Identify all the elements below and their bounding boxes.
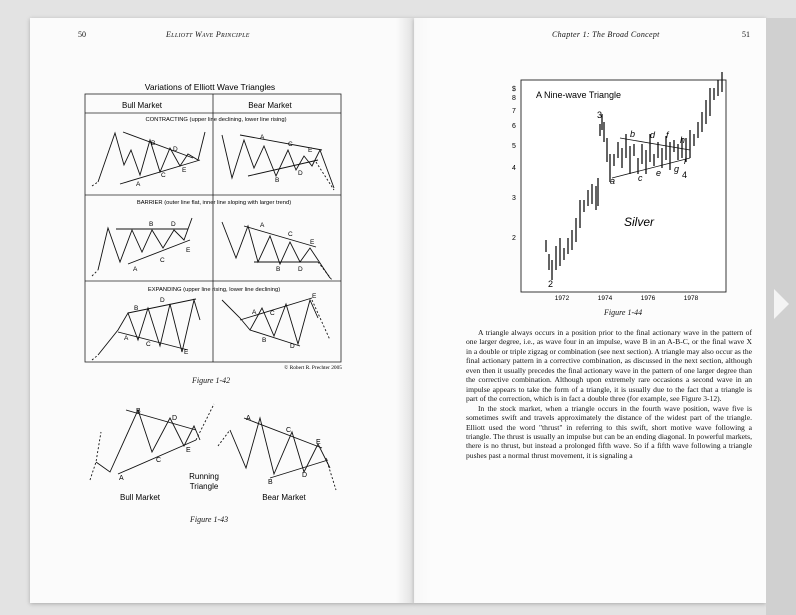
figure-1-43-bear-labels xyxy=(246,415,321,486)
label-e: E xyxy=(312,293,317,300)
x-tick-1978: 1978 xyxy=(683,295,699,302)
y-tick-8: 8 xyxy=(512,95,516,102)
y-tick-7: 7 xyxy=(512,108,516,115)
wave-b-label: b xyxy=(630,129,636,139)
label-c: C xyxy=(270,310,275,317)
label-d: D xyxy=(298,266,303,273)
wave-c-label: c xyxy=(638,173,643,183)
y-tick-5: 5 xyxy=(512,143,516,150)
label-a: A xyxy=(136,181,141,188)
wave-a-label: a xyxy=(610,176,616,186)
row-contracting-label: CONTRACTING (upper line declining, lower line rising) xyxy=(145,117,287,123)
label-c: C xyxy=(160,257,165,264)
figure-1-43-running-label: Running xyxy=(189,472,219,481)
label-e: E xyxy=(308,147,313,154)
label-c: C xyxy=(286,427,292,434)
label-a: A xyxy=(119,475,124,482)
wave-f-label: f xyxy=(666,130,669,140)
label-a: A xyxy=(133,266,138,273)
figure-1-43-bear-label: Bear Market xyxy=(262,493,306,502)
label-a: A xyxy=(246,415,251,422)
paragraph-2: In the stock market, when a triangle occurs in the fourth wave position, wave five is sometimes swift and travels approximately the distance of the widest part of the triangle. Elliott used the word "thrust" in referring to this swift, short motive wave following a triangle. The thrust is usually an impulse but can be an ending diagonal. In powerful markets, there is no thrust, but instead a prolonged fifth wave. So if a fifth wave following a triangle pushes past a normal thrust movement, it is signaling a xyxy=(466,403,752,460)
running-head-right: Chapter 1: The Broad Concept xyxy=(552,30,660,39)
y-tick-2: 2 xyxy=(512,235,516,242)
wave-4-label: 4 xyxy=(682,170,688,180)
label-c: C xyxy=(288,231,293,238)
label-a: A xyxy=(252,309,257,316)
x-axis-ticks xyxy=(555,295,699,302)
label-e: E xyxy=(184,349,189,356)
row-expanding-label: EXPANDING (upper line rising, lower line declining) xyxy=(147,287,281,293)
label-a: A xyxy=(124,335,129,342)
label-a: A xyxy=(260,222,265,229)
contracting-bear-labels xyxy=(260,134,313,184)
label-d: D xyxy=(290,343,295,350)
label-b: B xyxy=(262,337,267,344)
label-b: B xyxy=(275,177,280,184)
y-axis-ticks xyxy=(512,86,516,242)
wave-g-label: g xyxy=(674,164,680,174)
label-d: D xyxy=(173,146,178,153)
y-tick-3: 3 xyxy=(512,195,516,202)
barrier-bull-diagram xyxy=(92,218,192,276)
label-d: D xyxy=(171,221,176,228)
page-number-right: 51 xyxy=(742,30,750,39)
figure-1-44-caption: Figure 1-44 xyxy=(604,308,643,317)
x-tick-1974: 1974 xyxy=(597,295,613,302)
expanding-bull-labels xyxy=(124,297,189,356)
figure-1-43-caption: Figure 1-43 xyxy=(190,515,229,524)
figure-1-43-triangle-label: Triangle xyxy=(189,482,219,491)
x-tick-1972: 1972 xyxy=(554,295,570,302)
col-bull-label: Bull Market xyxy=(121,101,163,110)
y-tick-4: 4 xyxy=(512,165,516,172)
body-text xyxy=(466,328,752,460)
col-bear-label: Bear Market xyxy=(248,101,292,110)
expanding-bear-diagram xyxy=(222,298,330,346)
label-e: E xyxy=(182,167,187,174)
label-e: E xyxy=(186,447,191,454)
label-c: C xyxy=(161,172,166,179)
label-d: D xyxy=(298,170,303,177)
wave-h-label: h xyxy=(680,135,686,145)
label-d: D xyxy=(302,472,308,479)
figure-1-44-title: A Nine-wave Triangle xyxy=(536,90,622,100)
label-d: D xyxy=(160,297,165,304)
figure-1-42-caption: Figure 1-42 xyxy=(192,376,231,385)
wave-d-label: d xyxy=(650,130,656,140)
page-number-left: 50 xyxy=(78,30,86,39)
figure-1-43-bull-label: Bull Market xyxy=(119,493,161,502)
x-tick-1976: 1976 xyxy=(640,295,656,302)
label-b: B xyxy=(134,305,139,312)
wave-2-label: 2 xyxy=(548,279,554,289)
label-b: B xyxy=(151,140,156,147)
label-a: A xyxy=(260,134,265,141)
y-tick-dollar: $ xyxy=(512,86,516,93)
label-b: B xyxy=(136,408,141,415)
figure-1-43-bear-diagram xyxy=(218,418,336,490)
label-d: D xyxy=(172,415,178,422)
label-b: B xyxy=(268,479,273,486)
label-c: C xyxy=(146,341,151,348)
y-tick-6: 6 xyxy=(512,123,516,130)
row-barrier-label: BARRIER (outer line flat, inner line sloping with larger trend) xyxy=(136,200,292,206)
figure-1-43-bull-diagram xyxy=(90,404,214,480)
label-e: E xyxy=(186,247,191,254)
label-c: C xyxy=(156,457,162,464)
contracting-bull-diagram xyxy=(92,132,205,186)
wave-e-label: e xyxy=(656,168,662,178)
wave-3-label: 3 xyxy=(597,110,603,120)
silver-label: Silver xyxy=(624,215,655,229)
figure-1-43-bull-labels xyxy=(119,408,191,482)
figure-1-42-title: Variations of Elliott Wave Triangles xyxy=(144,82,276,92)
running-head-left: Elliott Wave Principle xyxy=(166,30,250,39)
wave-i-label: i xyxy=(684,156,686,166)
label-e: E xyxy=(310,239,315,246)
label-e: E xyxy=(316,439,321,446)
label-b: B xyxy=(276,266,281,273)
paragraph-1: A triangle always occurs in a position prior to the final actionary wave in the pattern of one larger degree, i.e., as wave four in an impulse, wave B in an A-B-C, or the final wave X in a double or triple zigzag or combination (see next section). A triangle may also occur as the final actionary pattern in a corrective combination, as discussed in the next section, although even then it usually precedes the final actionary wave in the pattern of one larger degree than the corrective combination. Although upon extremely rare occasions a second wave in an impulse appears to take the form of a triangle, it is usually due to the fact that a triangle is part of the correction, which is in fact a double three (for example, see Figure 3-12). xyxy=(466,328,752,404)
label-b: B xyxy=(149,221,154,228)
copyright-note: © Robert R. Prechter 2005 xyxy=(284,365,342,371)
label-c: C xyxy=(288,141,293,148)
